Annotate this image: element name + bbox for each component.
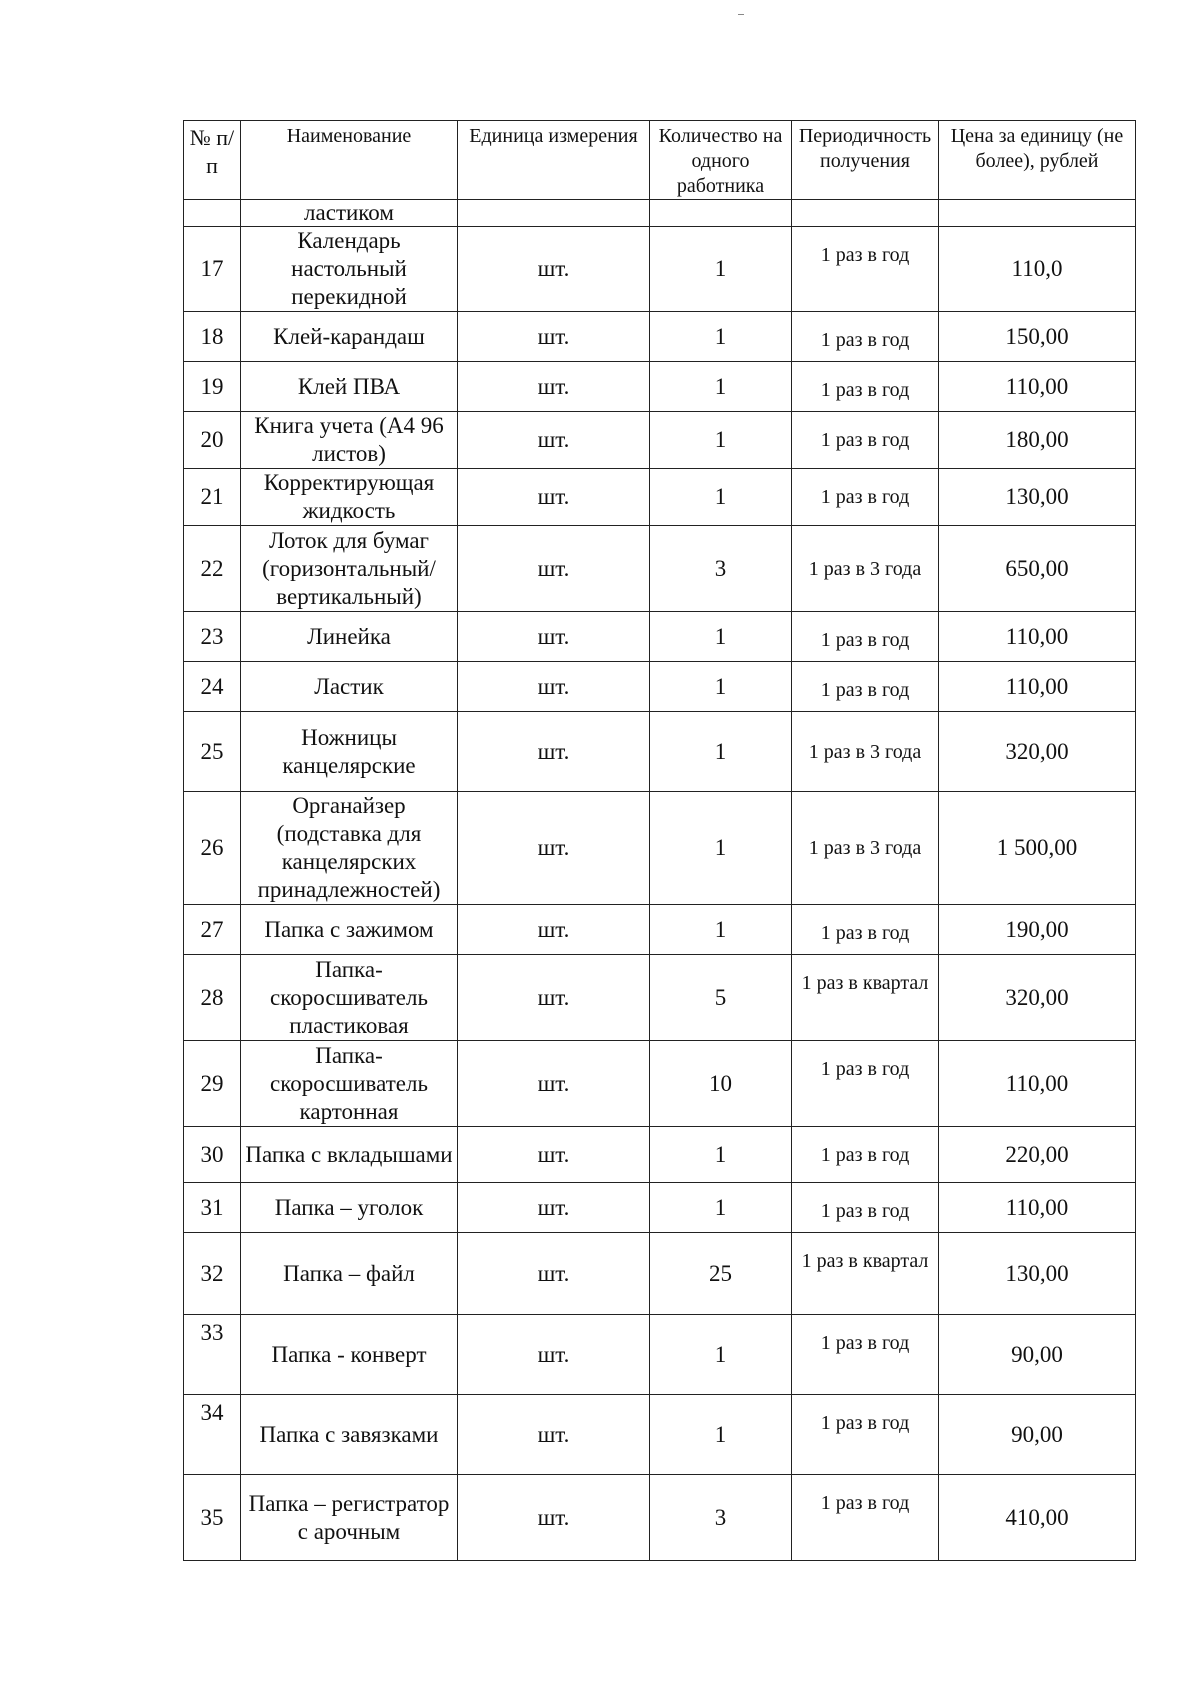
cell-price: 220,00 <box>939 1127 1136 1183</box>
table-row <box>184 955 1136 1041</box>
cell-qty: 1 <box>650 662 792 712</box>
cell-num: 29 <box>184 1041 241 1127</box>
cell-name: Папка с завязками <box>241 1395 458 1475</box>
cell-qty: 1 <box>650 905 792 955</box>
cell-num: 27 <box>184 905 241 955</box>
cell-name: Книга учета (А4 96 листов) <box>241 412 458 469</box>
cell-unit: шт. <box>458 1395 650 1475</box>
table-row <box>184 712 1136 792</box>
cell-price: 180,00 <box>939 412 1136 469</box>
cell-name: Папка с вкладышами <box>241 1127 458 1183</box>
cell-price: 110,00 <box>939 1041 1136 1127</box>
cell-price: 150,00 <box>939 312 1136 362</box>
table-row <box>184 1233 1136 1315</box>
cell-unit: шт. <box>458 227 650 312</box>
cell-qty: 5 <box>650 955 792 1041</box>
cell-unit: шт. <box>458 792 650 905</box>
cell-qty: 1 <box>650 712 792 792</box>
cell-num: 26 <box>184 792 241 905</box>
cell-num: 35 <box>184 1475 241 1561</box>
table-row <box>184 412 1136 469</box>
cell-price <box>939 200 1136 227</box>
cell-num: 19 <box>184 362 241 412</box>
cell-unit: шт. <box>458 612 650 662</box>
supplies-table <box>183 120 1136 1561</box>
cell-num: 30 <box>184 1127 241 1183</box>
cell-num: 17 <box>184 227 241 312</box>
cell-qty: 1 <box>650 362 792 412</box>
cell-period: 1 раз в год <box>792 1315 939 1395</box>
cell-qty: 1 <box>650 227 792 312</box>
header-name: Наименование <box>241 121 458 200</box>
cell-name: Корректирующая жидкость <box>241 469 458 526</box>
cell-unit: шт. <box>458 362 650 412</box>
cell-price: 110,00 <box>939 662 1136 712</box>
cell-price: 130,00 <box>939 469 1136 526</box>
cell-period: 1 раз в год <box>792 612 939 662</box>
cell-name: Ластик <box>241 662 458 712</box>
cell-price: 110,0 <box>939 227 1136 312</box>
cell-unit: шт. <box>458 905 650 955</box>
cell-price: 90,00 <box>939 1315 1136 1395</box>
cell-name: Папка – регистратор с арочным <box>241 1475 458 1561</box>
cell-unit: шт. <box>458 469 650 526</box>
header-unit: Единица измерения <box>458 121 650 200</box>
cell-num: 21 <box>184 469 241 526</box>
cell-period: 1 раз в год <box>792 1041 939 1127</box>
table-row <box>184 612 1136 662</box>
cell-name: Лоток для бумаг (горизонтальный/ вертикальный) <box>241 526 458 612</box>
cell-qty: 1 <box>650 412 792 469</box>
table-row <box>184 1183 1136 1233</box>
cell-period: 1 раз в год <box>792 1127 939 1183</box>
cell-price: 110,00 <box>939 362 1136 412</box>
cell-price: 650,00 <box>939 526 1136 612</box>
cell-period: 1 раз в год <box>792 1475 939 1561</box>
cell-num: 33 <box>184 1315 241 1395</box>
cell-num: 28 <box>184 955 241 1041</box>
cell-name: Папка-скоросшиватель пластиковая <box>241 955 458 1041</box>
cell-period: 1 раз в 3 года <box>792 712 939 792</box>
cell-price: 110,00 <box>939 1183 1136 1233</box>
cell-period: 1 раз в год <box>792 1395 939 1475</box>
table-row <box>184 1041 1136 1127</box>
cell-period: 1 раз в год <box>792 362 939 412</box>
cell-unit: шт. <box>458 1183 650 1233</box>
table-row <box>184 905 1136 955</box>
table-row <box>184 312 1136 362</box>
cell-num: 32 <box>184 1233 241 1315</box>
cell-qty: 1 <box>650 792 792 905</box>
cell-qty <box>650 200 792 227</box>
cell-unit: шт. <box>458 712 650 792</box>
table-row <box>184 362 1136 412</box>
table-row <box>184 469 1136 526</box>
table-row <box>184 1395 1136 1475</box>
table-row <box>184 227 1136 312</box>
table-row <box>184 1475 1136 1561</box>
cell-period: 1 раз в год <box>792 227 939 312</box>
cell-period: 1 раз в год <box>792 1183 939 1233</box>
header-period: Периодичность получения <box>792 121 939 200</box>
cell-qty: 1 <box>650 1183 792 1233</box>
cell-period <box>792 200 939 227</box>
cell-qty: 3 <box>650 526 792 612</box>
cell-qty: 3 <box>650 1475 792 1561</box>
cell-price: 110,00 <box>939 612 1136 662</box>
cell-qty: 1 <box>650 1127 792 1183</box>
cell-unit <box>458 200 650 227</box>
cell-num <box>184 200 241 227</box>
cell-name: Клей ПВА <box>241 362 458 412</box>
cell-period: 1 раз в год <box>792 662 939 712</box>
cell-unit: шт. <box>458 662 650 712</box>
cell-unit: шт. <box>458 312 650 362</box>
cell-unit: шт. <box>458 1127 650 1183</box>
cell-name: Папка - конверт <box>241 1315 458 1395</box>
cell-period: 1 раз в квартал <box>792 1233 939 1315</box>
cell-name: Клей-карандаш <box>241 312 458 362</box>
scan-mark <box>738 14 744 15</box>
continuation-row <box>184 200 1136 227</box>
cell-unit: шт. <box>458 1041 650 1127</box>
table-header-row <box>184 121 1136 200</box>
cell-period: 1 раз в 3 года <box>792 792 939 905</box>
cell-period: 1 раз в год <box>792 312 939 362</box>
cell-qty: 25 <box>650 1233 792 1315</box>
table-row <box>184 662 1136 712</box>
cell-price: 320,00 <box>939 955 1136 1041</box>
cell-qty: 1 <box>650 612 792 662</box>
cell-name: Папка с зажимом <box>241 905 458 955</box>
cell-price: 190,00 <box>939 905 1136 955</box>
cell-name: Папка-скоросшиватель картонная <box>241 1041 458 1127</box>
cell-qty: 1 <box>650 1395 792 1475</box>
cell-period: 1 раз в квартал <box>792 955 939 1041</box>
cell-unit: шт. <box>458 1233 650 1315</box>
cell-period: 1 раз в 3 года <box>792 526 939 612</box>
cell-num: 31 <box>184 1183 241 1233</box>
cell-unit: шт. <box>458 955 650 1041</box>
cell-name: Папка – уголок <box>241 1183 458 1233</box>
cell-qty: 10 <box>650 1041 792 1127</box>
table-row <box>184 792 1136 905</box>
cell-name: Ножницы канцелярские <box>241 712 458 792</box>
cell-name: Органайзер (подставка для канцелярских принадлежностей) <box>241 792 458 905</box>
cell-num: 18 <box>184 312 241 362</box>
cell-unit: шт. <box>458 1475 650 1561</box>
cell-name: Линейка <box>241 612 458 662</box>
cell-num: 20 <box>184 412 241 469</box>
cell-num: 24 <box>184 662 241 712</box>
table-row <box>184 1315 1136 1395</box>
cell-price: 1 500,00 <box>939 792 1136 905</box>
cell-num: 23 <box>184 612 241 662</box>
header-price: Цена за единицу (не более), рублей <box>939 121 1136 200</box>
cell-period: 1 раз в год <box>792 905 939 955</box>
cell-price: 90,00 <box>939 1395 1136 1475</box>
cell-name: Папка – файл <box>241 1233 458 1315</box>
cell-num: 34 <box>184 1395 241 1475</box>
cell-price: 320,00 <box>939 712 1136 792</box>
cell-period: 1 раз в год <box>792 412 939 469</box>
cell-unit: шт. <box>458 1315 650 1395</box>
cell-qty: 1 <box>650 469 792 526</box>
cell-num: 22 <box>184 526 241 612</box>
table-row <box>184 1127 1136 1183</box>
header-qty: Количество на одного работника <box>650 121 792 200</box>
cell-price: 410,00 <box>939 1475 1136 1561</box>
cell-qty: 1 <box>650 1315 792 1395</box>
cell-name: Календарь настольный перекидной <box>241 227 458 312</box>
cell-price: 130,00 <box>939 1233 1136 1315</box>
cell-name: ластиком <box>241 200 458 227</box>
header-num: № п/п <box>184 121 241 200</box>
cell-num: 25 <box>184 712 241 792</box>
cell-unit: шт. <box>458 526 650 612</box>
cell-unit: шт. <box>458 412 650 469</box>
table-row <box>184 526 1136 612</box>
cell-qty: 1 <box>650 312 792 362</box>
cell-period: 1 раз в год <box>792 469 939 526</box>
